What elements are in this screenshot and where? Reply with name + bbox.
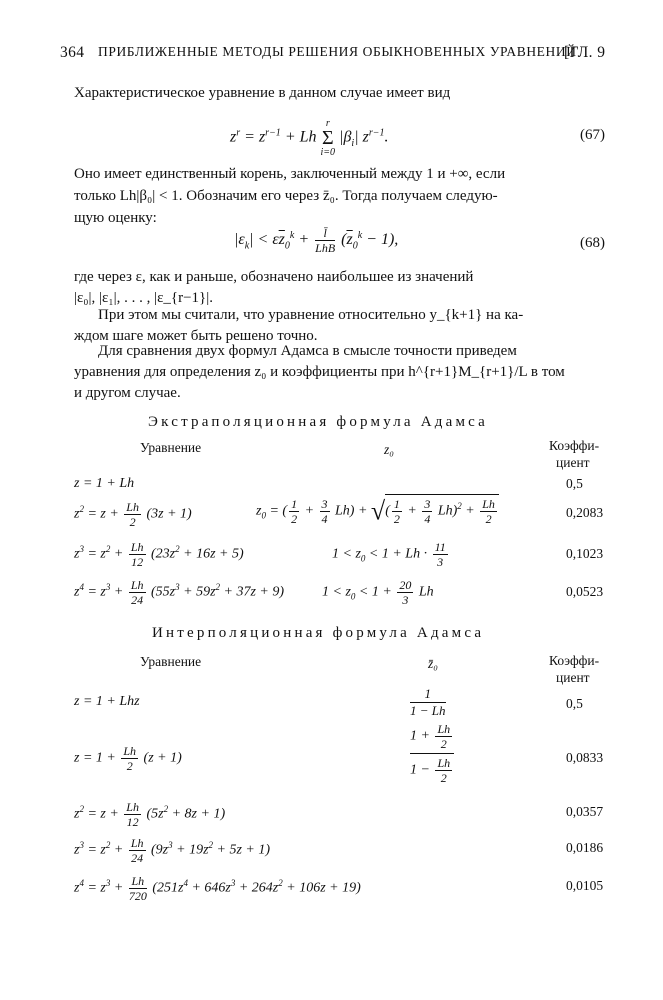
table-extrap-row-4-coef: 0,0523 [566, 584, 604, 599]
table-extrap-row-2-z0: $z_0$ = ( $\frac{1}{2}$ + $\frac{3}{4}$ Lh) + √( $\frac{1}{2}$ + $\frac{3}{4}$ Lh)$^2$ + $\frac{Lh}{2}$ [256, 494, 499, 527]
table-interp-row-3-eq: $z^2 = z$ + $\frac{Lh}{12}$ $(5z^2 + 8z + 1)$ [74, 800, 226, 829]
table-interp-row-1-eq: z = 1 + Lhz [74, 694, 140, 709]
paragraph-2-line-1: Оно имеет единственный корень, заключенный между 1 и +∞, если [74, 166, 506, 182]
table-extrap-row-3-coef: 0,1023 [566, 546, 604, 561]
paragraph-3-line-1: где через ε, как и раньше, обозначено наибольшее из значений [74, 269, 474, 285]
table-extrap-row-2-eq: $z^2 = z$ + $\frac{Lh}{2}$ (3z + 1) [74, 500, 192, 529]
table-extrap-col-coef-2: циент [556, 455, 590, 470]
table-interp-col-coef-1: Коэффи- [549, 653, 600, 668]
table-extrap-row-2-coef: 0,2083 [566, 505, 604, 520]
paragraph-5-line-2: уравнения для определения z₀ и коэффициенты при h^{r+1}M_{r+1}/L в том [74, 364, 565, 380]
table-interp-row-3-coef: 0,0357 [566, 804, 604, 819]
table-interp-row-4-coef: 0,0186 [566, 840, 604, 855]
running-title: ПРИБЛИЖЕННЫЕ МЕТОДЫ РЕШЕНИЯ ОБЫКНОВЕННЫХ УРАВНЕНИЙ [98, 44, 577, 59]
table-extrap-row-4-z0: $1 < z_0 < 1$ + $\frac{20}{3}$ Lh [322, 578, 434, 607]
table-interp-row-1-coef: 0,5 [566, 696, 583, 711]
table-extrap-row-3-eq: $z^3 = z^2$ + $\frac{Lh}{12}$ $(23z^2 + 16z + 5)$ [74, 540, 244, 569]
table-extrap-row-3-z0: $1 < z_0 < 1 + Lh$ · $\frac{11}{3}$ [332, 540, 446, 569]
page-number: 364 [60, 44, 85, 61]
table-interp-row-1-z0: $\frac{1}{1 - Lh}$ [410, 686, 446, 718]
table-interp-row-5-coef: 0,0105 [566, 878, 604, 893]
table-extrap-col-coef-1: Коэффи- [549, 438, 600, 453]
table-interp-row-2-z0: 1 + $\frac{Lh}{2}$ 1 − $\frac{Lh}{2}$ [410, 722, 454, 785]
table-extrap-col-equation: Уравнение [140, 440, 202, 455]
table-interp-title: Интерполяционная формула Адамса [152, 625, 485, 641]
table-interp-row-4-eq: $z^3 = z^2$ + $\frac{Lh}{24}$ $(9z^3 + 19z^2 + 5z + 1)$ [74, 836, 271, 865]
table-extrap-row-4-eq: $z^4 = z^3$ + $\frac{Lh}{24}$ $(55z^3 + 59z^2 + 37z + 9)$ [74, 578, 285, 607]
table-interp-col-z0: z̄₀ [428, 656, 438, 671]
table-extrap-title: Экстраполяционная формула Адамса [148, 414, 489, 430]
paragraph-3-line-2: |ε₀|, |ε₁|, . . . , |ε_{r−1}|. [74, 290, 213, 306]
table-extrap-col-z0: z₀ [384, 442, 394, 457]
chapter-label: [ГЛ. 9 [564, 44, 606, 61]
table-extrap-row-1-eq: z = 1 + Lh [74, 476, 135, 491]
paragraph-1: Характеристическое уравнение в данном случае имеет вид [74, 85, 451, 101]
table-interp-col-coef-2: циент [556, 670, 590, 685]
table-interp-row-2-eq: z = 1 + $\frac{Lh}{2}$ (z + 1) [74, 744, 182, 773]
equation-68: $|\varepsilon_k| < \varepsilon\overline{z}_0^k$ + $\frac{l̄}{\text{LhB}}$ $(\overline{z}_0^k - 1)$, [234, 226, 399, 255]
equation-67-number: (67) [580, 127, 605, 143]
paragraph-2-line-3: щую оценку: [74, 210, 157, 226]
paragraph-2-line-2: только Lh|β₀| < 1. Обозначим его через z̄₀. Тогда получаем следую- [74, 188, 498, 204]
equation-67: $z^r = z^{r-1} + Lh$ r Σ i=0 $|\beta_i|$ $z^{r-1}$. [230, 118, 389, 158]
equation-68-number: (68) [580, 235, 605, 251]
paragraph-4-line-2: ждом шаге может быть решено точно. [74, 328, 318, 344]
table-interp-row-2-coef: 0,0833 [566, 750, 604, 765]
table-interp-row-5-eq: $z^4 = z^3$ + $\frac{Lh}{720}$ $(251z^4 + 646z^3 + 264z^2 + 106z + 19)$ [74, 874, 361, 903]
table-interp-col-equation: Уравнение [140, 654, 202, 669]
paragraph-5-line-3: и другом случае. [74, 385, 181, 401]
table-extrap-row-1-coef: 0,5 [566, 476, 583, 491]
paragraph-4-line-1: При этом мы считали, что уравнение относительно y_{k+1} на ка- [98, 307, 524, 323]
paragraph-5-line-1: Для сравнения двух формул Адамса в смысле точности приведем [98, 343, 517, 359]
